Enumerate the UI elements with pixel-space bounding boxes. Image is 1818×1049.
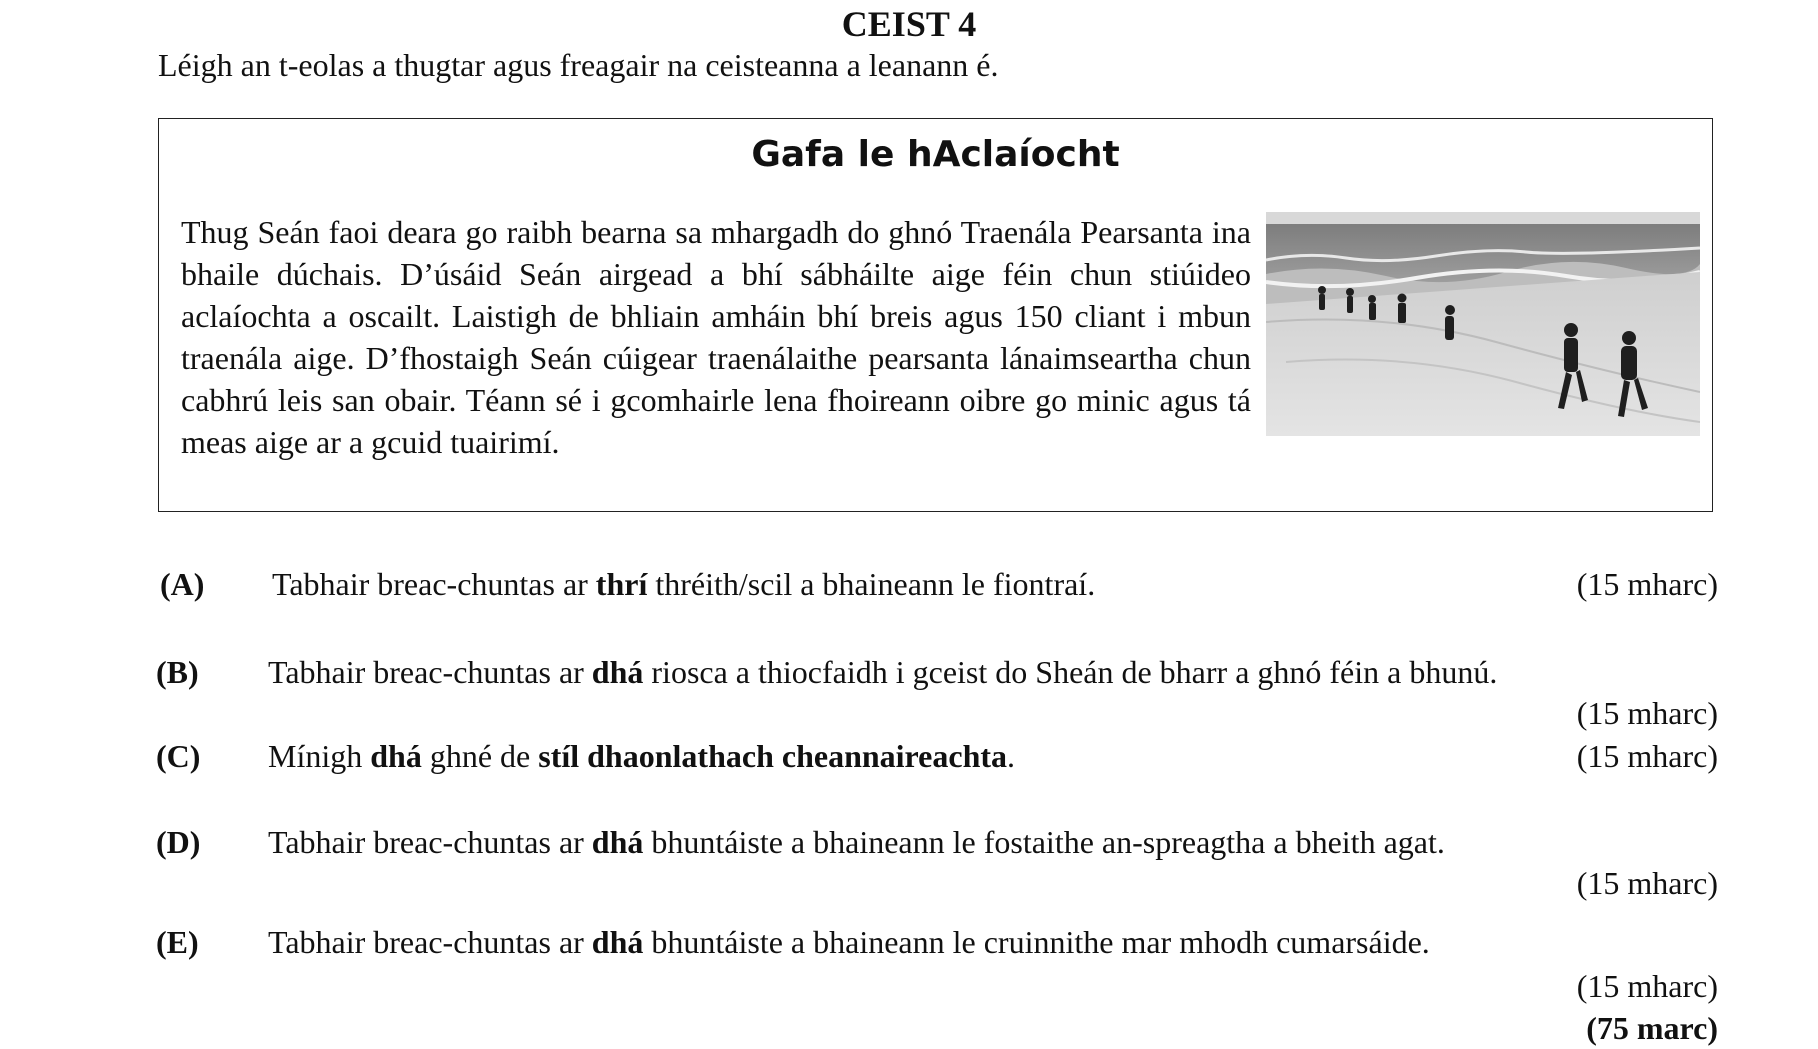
marks-a: (15 mharc) bbox=[1576, 566, 1718, 602]
marks-d: (15 mharc) bbox=[1576, 865, 1718, 901]
question-label: (B) bbox=[156, 654, 199, 690]
question-label: (C) bbox=[156, 738, 201, 774]
question-label: (E) bbox=[156, 924, 199, 960]
info-box-paragraph: Thug Seán faoi deara go raibh bearna sa mhargadh do ghnó Traenála Pearsanta ina bhaile dúchais. D’úsáid Seán airgead a bhí sábháilte aige féin chun stiúideo aclaíochta a oscailt. Laistigh de bhliain amháin bhí breis agus 150 cliant i mbun traenála aige. D’fhostaigh Seán cúigear traenálaithe pearsanta lánaimseartha chun cabhrú leis san obair. Téann sé i gcomhairle lena fhoireann oibre go minic agus tá meas aige ar a gcuid tuairimí. bbox=[181, 214, 1251, 460]
question-text: Mínigh dhá ghné de stíl dhaonlathach cheannaireachta. bbox=[268, 738, 1016, 774]
page-title: CEIST 4 bbox=[841, 4, 977, 44]
question-label: (D) bbox=[156, 824, 201, 860]
total-marks: (75 marc) bbox=[1586, 1010, 1718, 1046]
question-text: Tabhair breac-chuntas ar dhá bhuntáiste a bhaineann le cruinnithe mar mhodh cumarsáide. bbox=[268, 924, 1430, 960]
marks-b: (15 mharc) bbox=[1576, 695, 1718, 731]
marks-c: (15 mharc) bbox=[1576, 738, 1718, 774]
info-box-title: Gafa le hAclaíocht bbox=[751, 134, 1120, 175]
beach-runners-photo bbox=[1266, 212, 1700, 436]
instructions: Léigh an t-eolas a thugtar agus freagair na ceisteanna a leanann é. bbox=[158, 47, 999, 83]
question-text: Tabhair breac-chuntas ar dhá riosca a thiocfaidh i gceist do Sheán de bharr a ghnó féin a bhunú. bbox=[268, 654, 1498, 690]
info-box bbox=[158, 118, 1713, 512]
question-text: Tabhair breac-chuntas ar thrí thréith/scil a bhaineann le fiontraí. bbox=[272, 566, 1096, 602]
marks-e: (15 mharc) bbox=[1576, 968, 1718, 1004]
question-text: Tabhair breac-chuntas ar dhá bhuntáiste a bhaineann le fostaithe an-spreagtha a bheith agat. bbox=[268, 824, 1445, 860]
question-label: (A) bbox=[160, 566, 205, 602]
